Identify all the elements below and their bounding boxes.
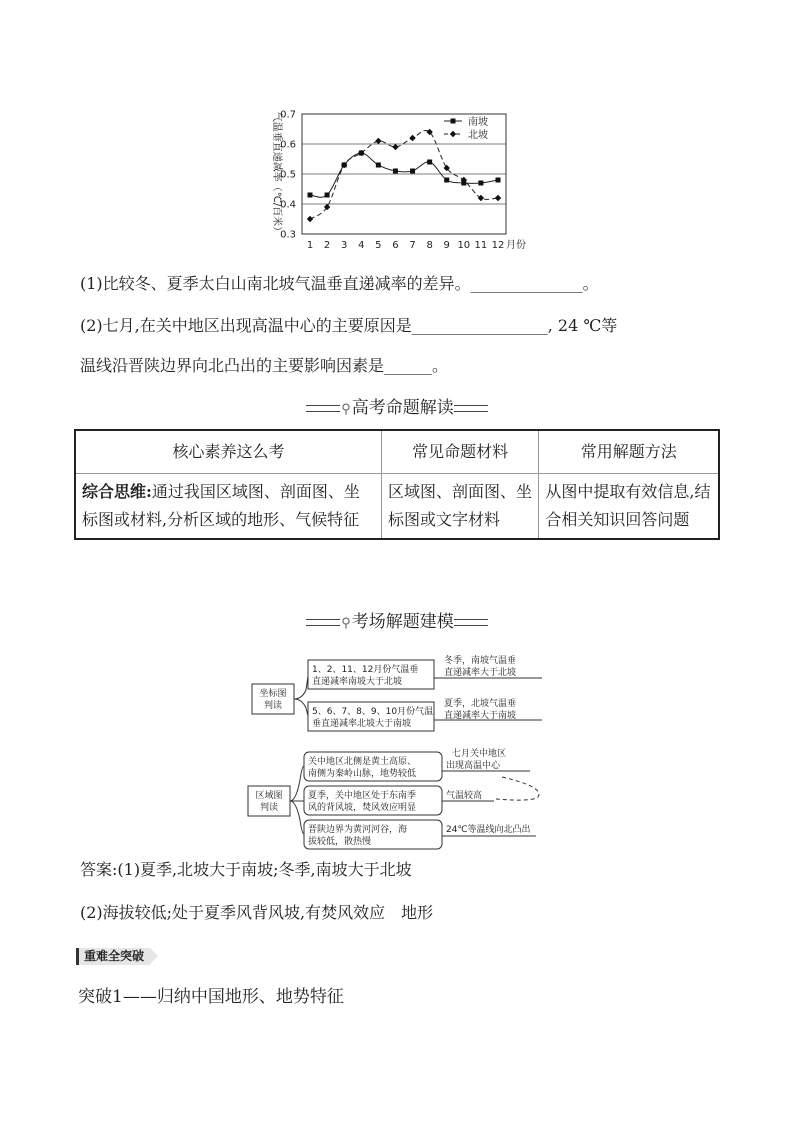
- x-tick-label: 11: [474, 240, 488, 251]
- result-text: 气温较高: [446, 791, 483, 801]
- legend-marker-diamond: [450, 131, 456, 137]
- x-tick-label: 10: [457, 240, 471, 251]
- node-label: 坐标图: [259, 689, 287, 699]
- x-tick-label: 8: [426, 240, 433, 251]
- x-tick-label: 12: [491, 240, 505, 251]
- box-text: 1、2、11、12月份气温垂: [312, 665, 419, 675]
- node-label: 判读: [263, 701, 283, 711]
- x-tick-label: 7: [409, 240, 416, 251]
- section-tag: 重难全突破: [76, 948, 150, 965]
- result-text: 冬季，南坡气温垂: [444, 656, 517, 666]
- section-title-analysis: [0, 397, 794, 421]
- mindmap-connector: [294, 676, 308, 716]
- data-point-diamond: [409, 135, 415, 141]
- y-tick-label: 0.5: [280, 169, 296, 181]
- result-text: 七月关中地区: [452, 749, 507, 759]
- data-point-square: [478, 181, 483, 186]
- question-2-line1: (2)七月,在关中地区出现高温中心的主要原因是_________________, 24 ℃等: [80, 316, 618, 335]
- dashed-relation-arrow: [496, 777, 539, 800]
- data-point-diamond: [375, 138, 381, 144]
- exam-analysis-table: [74, 429, 720, 540]
- series-line-square: [310, 153, 498, 197]
- data-point-square: [427, 160, 432, 165]
- table-header-cell: 常用解题方法: [539, 430, 719, 474]
- question-2-line2: 温线沿晋陕边界向北凸出的主要影响因素是______。: [80, 356, 449, 375]
- result-text: 夏季，北坡气温垂: [444, 699, 517, 709]
- section-title-text: 考场解题建模: [351, 612, 454, 632]
- data-point-diamond: [307, 216, 313, 222]
- box-text: 晋陕边界为黄河河谷，海: [308, 825, 408, 835]
- breakthrough-title: 突破1——归纳中国地形、地势特征: [78, 987, 344, 1007]
- data-point-diamond: [495, 195, 501, 201]
- data-point-square: [376, 163, 381, 168]
- box-text: 关中地区北侧是黄土高原、: [308, 757, 417, 767]
- data-point-diamond: [478, 195, 484, 201]
- table-header-cell: 常见命题材料: [381, 430, 538, 474]
- answer-line-2: (2)海拔较低;处于夏季风背风坡,有焚风效应 地形: [80, 903, 434, 922]
- box-text: 直递减率南坡大于北坡: [312, 677, 403, 687]
- table-cell-materials: 区域图、剖面图、坐标图或文字材料: [381, 474, 538, 540]
- result-text: 直递减率大于北坡: [444, 668, 517, 678]
- title-decoration-right: [454, 619, 488, 626]
- core-literacy-text: 通过我国区域图、剖面图、坐标图或材料,分析区域的地形、气候特征: [82, 482, 360, 529]
- table-header-cell: 核心素养这么考: [75, 430, 381, 474]
- question-1: (1)比较冬、夏季太白山南北坡气温垂直递减率的差异。______________。: [80, 274, 599, 293]
- legend-label: 北坡: [468, 130, 488, 141]
- magnifier-icon: ⚲: [341, 616, 351, 631]
- result-text: 24℃等温线向北凸出: [446, 825, 531, 835]
- title-decoration-left: [306, 405, 340, 412]
- box-text: 南侧为秦岭山脉，地势较低: [308, 769, 417, 779]
- title-decoration-left: [306, 619, 340, 626]
- data-point-diamond: [392, 144, 398, 150]
- table-cell-core-literacy: [75, 474, 381, 540]
- data-point-square: [444, 178, 449, 183]
- magnifier-icon: ⚲: [341, 402, 351, 417]
- y-tick-label: 0.6: [280, 139, 296, 151]
- box-text: 风的背风坡，焚风效应明显: [308, 803, 417, 813]
- section-title-text: 高考命题解读: [351, 398, 454, 418]
- node-label: 判读: [259, 803, 279, 813]
- x-tick-label: 3: [340, 240, 348, 251]
- core-literacy-label: 综合思维:: [82, 482, 152, 501]
- x-tick-label: 2: [323, 240, 331, 251]
- x-tick-label: 1: [306, 240, 314, 251]
- lapse-rate-chart: [232, 104, 542, 256]
- x-tick-label: 5: [375, 240, 382, 251]
- box-text: 垂直递减率北坡大于南坡: [312, 719, 412, 729]
- x-tick-label: 6: [392, 240, 399, 251]
- data-point-square: [496, 178, 501, 183]
- box-text: 5、6、7、8、9、10月份气温: [312, 707, 434, 717]
- y-tick-label: 0.4: [280, 199, 296, 211]
- table-cell-methods: 从图中提取有效信息,结合相关知识回答问题: [539, 474, 719, 540]
- node-label: 区域图: [255, 791, 283, 801]
- data-point-square: [410, 169, 415, 174]
- table-row: [75, 474, 719, 540]
- data-point-square: [308, 193, 313, 198]
- legend-marker-square: [451, 119, 456, 124]
- answer-line-1: 答案:(1)夏季,北坡大于南坡;冬季,南坡大于北坡: [80, 860, 412, 879]
- result-text: 出现高温中心: [446, 761, 501, 771]
- data-point-square: [325, 193, 330, 198]
- box-text: 拔较低，散热慢: [308, 837, 372, 847]
- x-tick-label: 4: [358, 240, 365, 251]
- mindmap-connector: [290, 766, 304, 834]
- y-tick-label: 0.3: [280, 229, 296, 241]
- section-title-modeling: [0, 611, 794, 635]
- table-header-row: [75, 430, 719, 474]
- result-text: 直递减率大于南坡: [444, 711, 517, 721]
- legend-label: 南坡: [468, 117, 488, 128]
- y-axis-title: 气温垂直递减率（℃/百米）: [271, 111, 282, 237]
- solution-mindmap: [240, 650, 570, 852]
- data-point-square: [393, 169, 398, 174]
- box-text: 夏季，关中地区处于东南季: [308, 791, 417, 801]
- y-tick-label: 0.7: [280, 109, 296, 121]
- title-decoration-right: [454, 405, 488, 412]
- x-tick-label: 9: [443, 240, 450, 251]
- x-axis-label: 月份: [506, 240, 526, 251]
